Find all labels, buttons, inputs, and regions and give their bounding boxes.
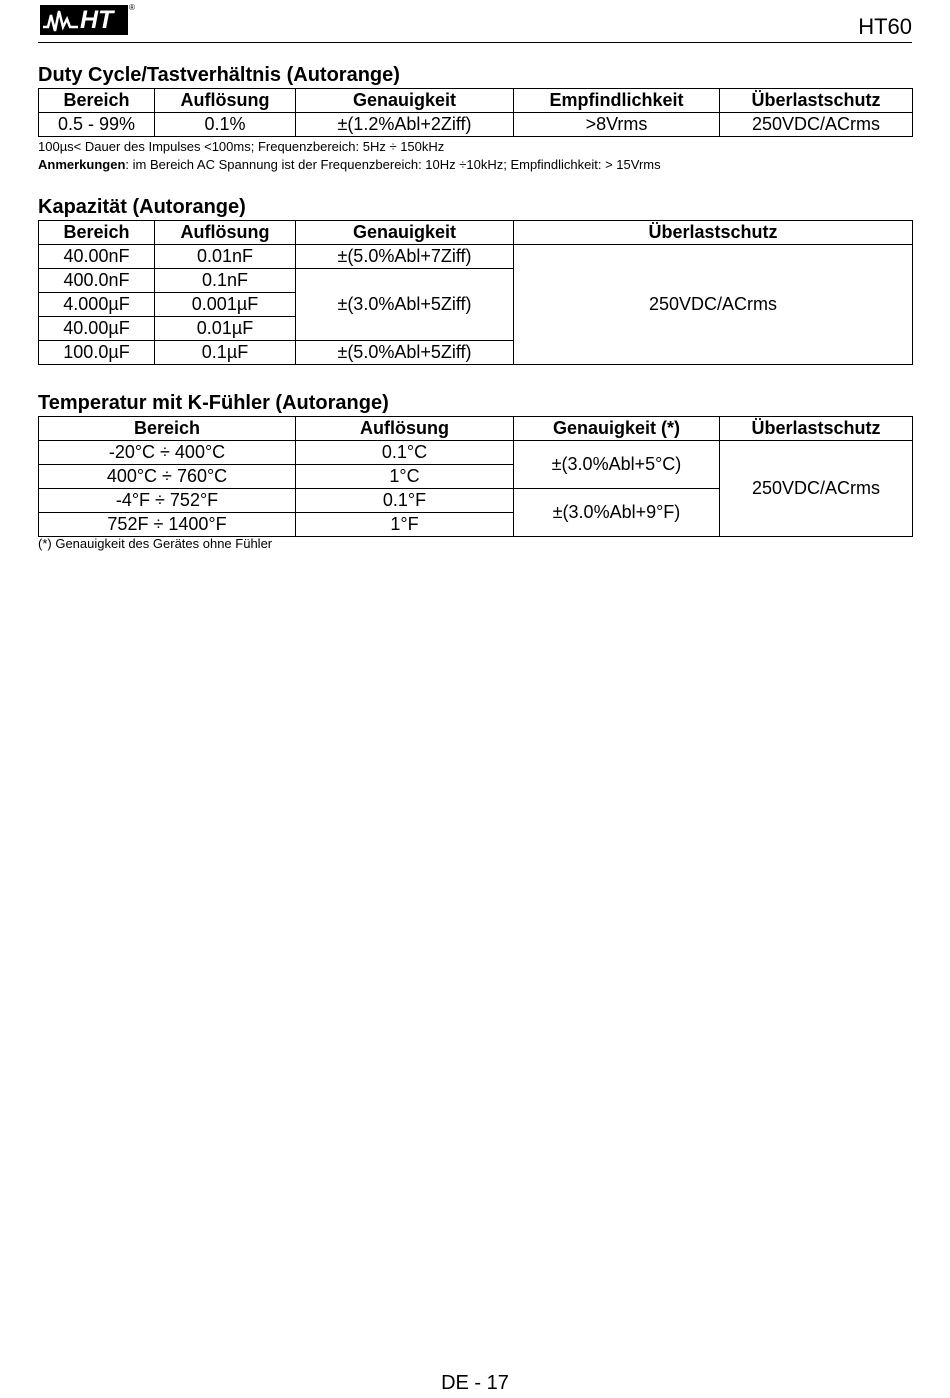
cell-range: 4.000µF xyxy=(39,293,155,317)
header-ueberlastschutz: Überlastschutz xyxy=(720,417,913,441)
duty-cycle-table xyxy=(38,88,913,137)
header-bereich: Bereich xyxy=(39,89,155,113)
cell-resolution: 1°F xyxy=(296,513,514,537)
logo-text: HT xyxy=(80,6,114,34)
note-text: : im Bereich AC Spannung ist der Frequenzbereich: 10Hz ÷10kHz; Empfindlichkeit: > 15Vrms xyxy=(125,157,661,172)
cell-range: 0.5 - 99% xyxy=(39,113,155,137)
model-name: HT60 xyxy=(858,14,912,39)
cell-range: -4°F ÷ 752°F xyxy=(39,489,296,513)
table-row xyxy=(39,441,913,465)
cell-accuracy-celsius: ±(3.0%Abl+5°C) xyxy=(514,441,720,489)
duty-note-2 xyxy=(38,156,661,174)
cell-resolution: 0.01nF xyxy=(155,245,296,269)
note-label: Anmerkungen xyxy=(38,157,126,172)
header-aufloesung: Auflösung xyxy=(155,89,296,113)
cell-range: -20°C ÷ 400°C xyxy=(39,441,296,465)
cell-resolution: 0.001µF xyxy=(155,293,296,317)
cell-range: 40.00µF xyxy=(39,317,155,341)
table-row xyxy=(39,113,913,137)
page-number: DE - 17 xyxy=(441,1372,509,1394)
temperature-table xyxy=(38,416,913,537)
cell-accuracy: ±(3.0%Abl+5Ziff) xyxy=(296,269,514,341)
cell-accuracy-fahrenheit: ±(3.0%Abl+9°F) xyxy=(514,489,720,537)
cell-accuracy: ±(5.0%Abl+7Ziff) xyxy=(296,245,514,269)
capacitance-table xyxy=(38,220,913,365)
header-aufloesung: Auflösung xyxy=(296,417,514,441)
cell-resolution: 0.1% xyxy=(155,113,296,137)
temperature-title: Temperatur mit K-Fühler (Autorange) xyxy=(38,392,389,414)
header-ueberlastschutz: Überlastschutz xyxy=(514,221,913,245)
cell-resolution: 0.1°C xyxy=(296,441,514,465)
cell-overload: 250VDC/ACrms xyxy=(514,245,913,365)
capacitance-title: Kapazität (Autorange) xyxy=(38,196,246,218)
cell-range: 100.0µF xyxy=(39,341,155,365)
cell-resolution: 0.1nF xyxy=(155,269,296,293)
ht-logo xyxy=(40,5,128,35)
page-header xyxy=(38,0,912,43)
header-aufloesung: Auflösung xyxy=(155,221,296,245)
header-bereich: Bereich xyxy=(39,221,155,245)
duty-cycle-title: Duty Cycle/Tastverhältnis (Autorange) xyxy=(38,64,400,86)
header-genauigkeit: Genauigkeit (*) xyxy=(514,417,720,441)
temperature-footnote: (*) Genauigkeit des Gerätes ohne Fühler xyxy=(38,536,273,551)
cell-range: 400.0nF xyxy=(39,269,155,293)
header-empfindlichkeit: Empfindlichkeit xyxy=(514,89,720,113)
cell-resolution: 0.1µF xyxy=(155,341,296,365)
table-header-row xyxy=(39,221,913,245)
cell-accuracy: ±(5.0%Abl+5Ziff) xyxy=(296,341,514,365)
cell-overload: 250VDC/ACrms xyxy=(720,113,913,137)
header-bereich: Bereich xyxy=(39,417,296,441)
header-genauigkeit: Genauigkeit xyxy=(296,89,514,113)
cell-resolution: 1°C xyxy=(296,465,514,489)
cell-accuracy: ±(1.2%Abl+2Ziff) xyxy=(296,113,514,137)
duty-note-1: 100µs< Dauer des Impulses <100ms; Frequenzbereich: 5Hz ÷ 150kHz xyxy=(38,139,445,154)
cell-resolution: 0.01µF xyxy=(155,317,296,341)
header-ueberlastschutz: Überlastschutz xyxy=(720,89,913,113)
table-row xyxy=(39,245,913,269)
registered-mark: ® xyxy=(129,3,135,12)
cell-range: 400°C ÷ 760°C xyxy=(39,465,296,489)
cell-resolution: 0.1°F xyxy=(296,489,514,513)
table-header-row xyxy=(39,89,913,113)
cell-overload: 250VDC/ACrms xyxy=(720,441,913,537)
cell-range: 752F ÷ 1400°F xyxy=(39,513,296,537)
cell-range: 40.00nF xyxy=(39,245,155,269)
lightning-icon xyxy=(40,5,80,35)
cell-sensitivity: >8Vrms xyxy=(514,113,720,137)
header-genauigkeit: Genauigkeit xyxy=(296,221,514,245)
table-header-row xyxy=(39,417,913,441)
